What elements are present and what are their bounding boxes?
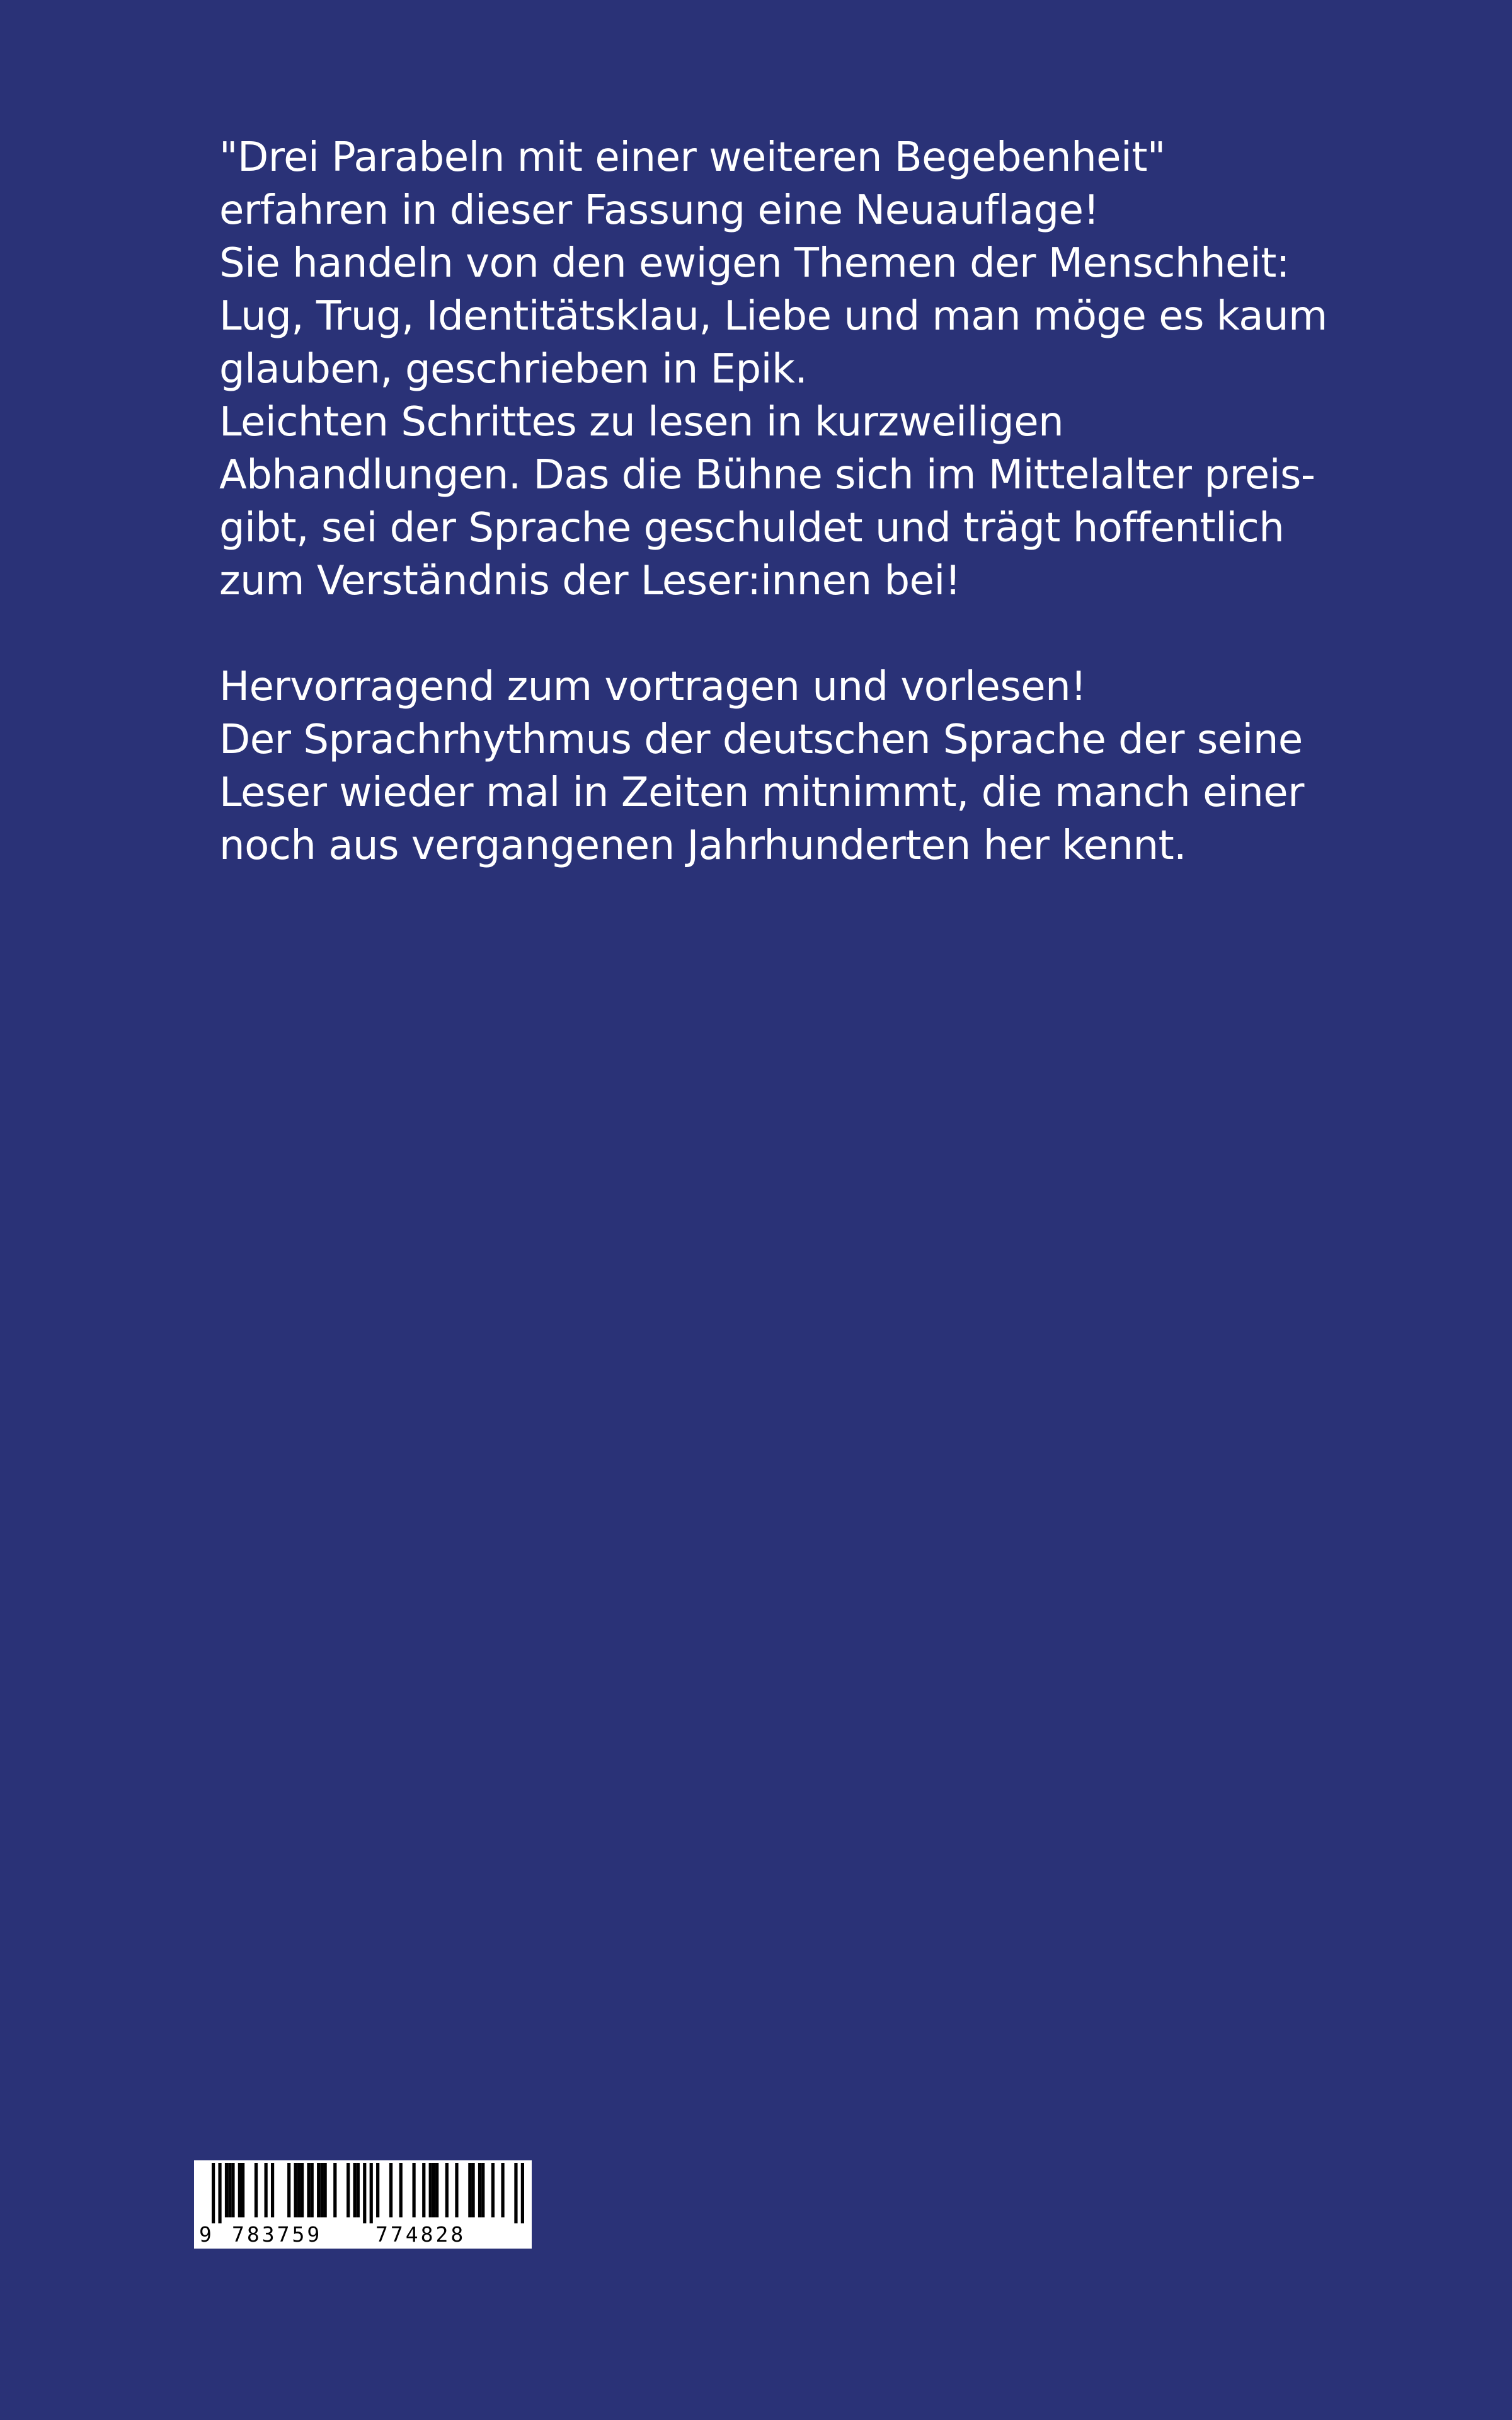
barcode-bar [241, 2163, 244, 2217]
barcode-guard-bar [370, 2163, 373, 2223]
barcode-bar [333, 2163, 336, 2217]
barcode-bar [399, 2163, 403, 2217]
text-line: glauben, geschrieben in Epik. [219, 346, 808, 393]
barcode-bar [435, 2163, 438, 2217]
barcode-bar [478, 2163, 481, 2217]
barcode-bar [422, 2163, 425, 2217]
barcode-first-digit: 9 [199, 2222, 212, 2247]
barcode-bar [320, 2163, 323, 2217]
barcode-bar [317, 2163, 320, 2217]
barcode-bar [481, 2163, 484, 2217]
text-line: zum Verständnis der Leser:innen bei! [219, 558, 961, 604]
barcode-bar [301, 2163, 304, 2217]
barcode-guard-bar [363, 2163, 366, 2223]
barcode-bar [432, 2163, 435, 2217]
barcode-bar [255, 2163, 258, 2217]
barcode-bar [357, 2163, 360, 2217]
barcode-guard-bar [514, 2163, 517, 2223]
isbn-barcode [194, 2160, 532, 2249]
barcode-digits [194, 2222, 532, 2247]
barcode-bar [429, 2163, 432, 2217]
text-line: "Drei Parabeln mit einer weiteren Begebenheit" [219, 134, 1166, 181]
barcode-bar [376, 2163, 379, 2217]
blurb-text [219, 131, 1328, 872]
barcode-left-group: 783759 [232, 2222, 323, 2247]
barcode-bar [271, 2163, 274, 2217]
text-line: Abhandlungen. Das die Bühne sich im Mittelalter preis- [219, 452, 1315, 498]
barcode-bar [353, 2163, 357, 2217]
barcode-guard-bar [218, 2163, 221, 2223]
text-line: Leser wieder mal in Zeiten mitnimmt, die manch einer [219, 769, 1304, 816]
text-line: Leichten Schrittes zu lesen in kurzweiligen [219, 399, 1064, 446]
text-line: Der Sprachrhythmus der deutschen Sprache der seine [219, 717, 1303, 763]
barcode-bar [412, 2163, 415, 2217]
barcode-bar [455, 2163, 458, 2217]
barcode-bar [294, 2163, 297, 2217]
text-line: noch aus vergangenen Jahrhunderten her kennt. [219, 822, 1186, 869]
barcode-bar [228, 2163, 231, 2217]
barcode-guard-bar [521, 2163, 524, 2223]
barcode-bar [468, 2163, 471, 2217]
barcode-bar [287, 2163, 290, 2217]
barcode-bar [491, 2163, 495, 2217]
barcode-bar [346, 2163, 350, 2217]
barcode-right-group: 774828 [375, 2222, 466, 2247]
barcode-bar [265, 2163, 268, 2217]
barcode-bar [324, 2163, 327, 2217]
barcode-bar [471, 2163, 474, 2217]
barcode-bar [307, 2163, 310, 2217]
barcode-bar [445, 2163, 449, 2217]
barcode-bar [225, 2163, 228, 2217]
barcode-guard-bar [212, 2163, 215, 2223]
barcode-bar [501, 2163, 504, 2217]
text-line: erfahren in dieser Fassung eine Neuauflage! [219, 187, 1099, 234]
text-line: gibt, sei der Sprache geschuldet und trägt hoffentlich [219, 505, 1285, 551]
blurb-paragraph [219, 131, 1328, 608]
blurb-paragraph [219, 660, 1328, 872]
barcode-bar [311, 2163, 314, 2217]
text-line: Sie handeln von den ewigen Themen der Menschheit: [219, 240, 1290, 287]
text-line: Hervorragend zum vortragen und vorlesen! [219, 664, 1087, 710]
barcode-bar [231, 2163, 234, 2217]
barcode-bar [238, 2163, 241, 2217]
barcode-bars [212, 2163, 524, 2223]
barcode-bar [389, 2163, 392, 2217]
barcode-bar [297, 2163, 301, 2217]
text-line: Lug, Trug, Identitätsklau, Liebe und man möge es kaum [219, 293, 1327, 340]
